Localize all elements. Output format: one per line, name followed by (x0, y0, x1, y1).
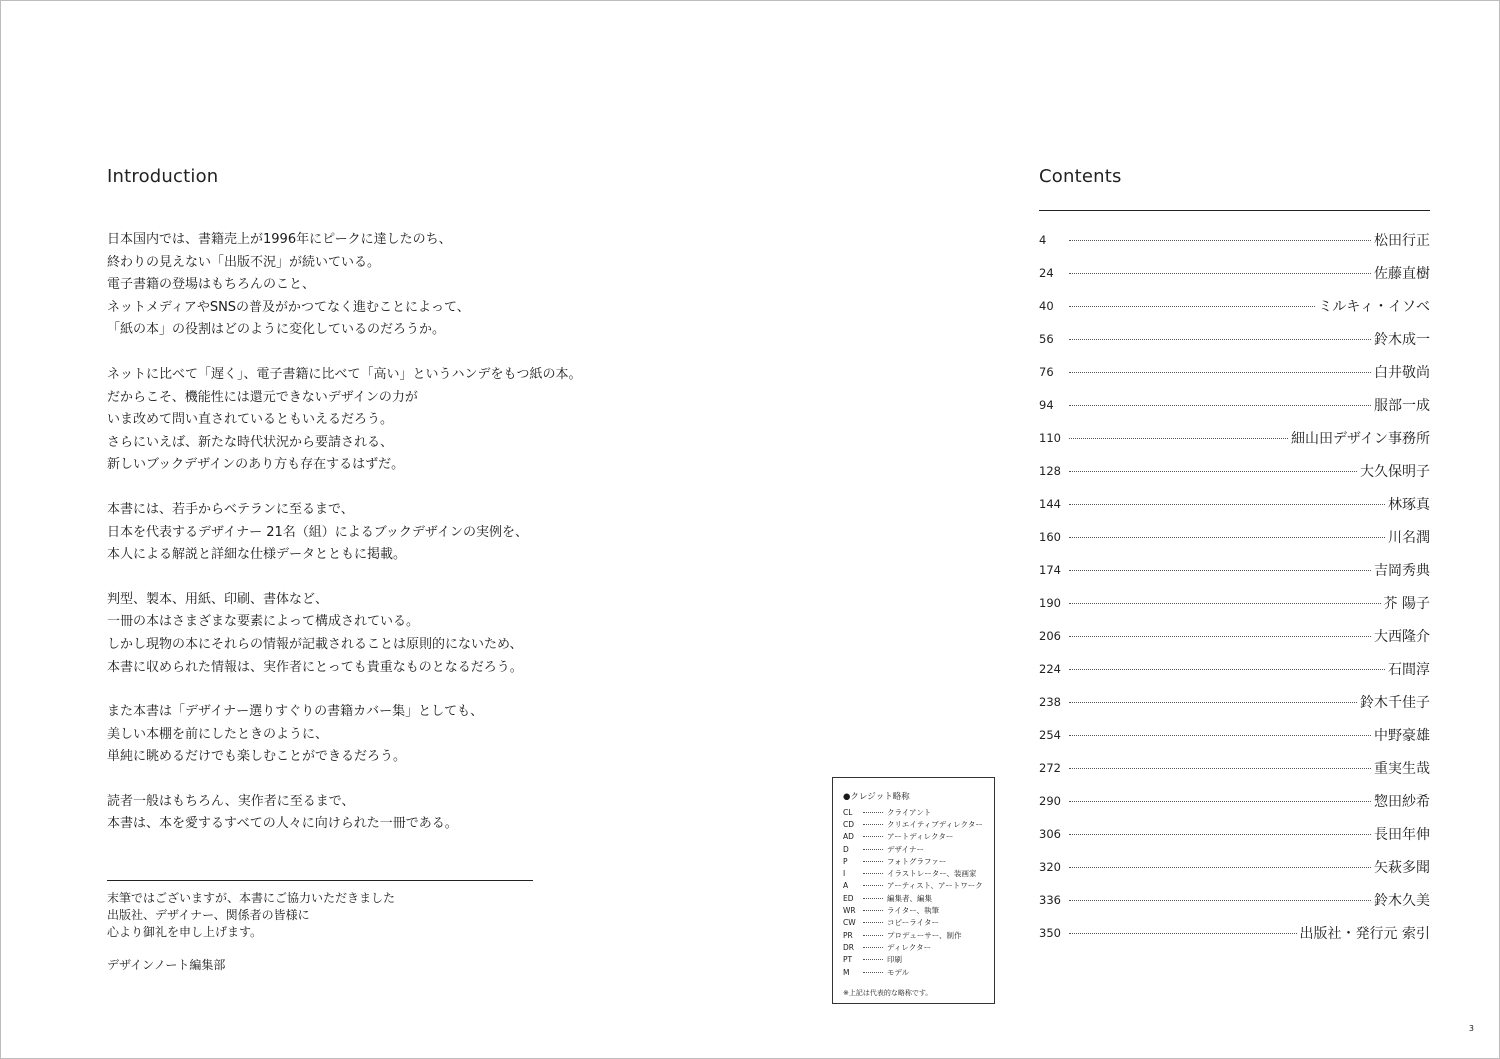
toc-leader-dots (1069, 240, 1371, 241)
credit-meaning: フォトグラファー (887, 856, 947, 866)
intro-paragraph (107, 364, 587, 477)
toc-designer-name: 矢萩多聞 (1374, 859, 1430, 876)
credit-row (843, 831, 986, 843)
acknowledgement-line: 末筆ではございますが、本書にご協力いただきました (107, 891, 396, 905)
toc-page-number: 4 (1039, 232, 1047, 247)
credit-leader-dots (863, 972, 883, 973)
toc-entry[interactable] (1039, 520, 1430, 553)
credit-abbreviation: CW (843, 918, 856, 928)
intro-line: 本書には、若手からベテランに至るまで、 (107, 501, 354, 517)
toc-designer-name: 大西隆介 (1374, 628, 1430, 645)
credit-row (843, 806, 986, 818)
credit-abbreviation: A (843, 881, 849, 891)
intro-line: 読者一般はもちろん、実作者に至るまで、 (107, 793, 355, 809)
toc-page-number: 144 (1039, 496, 1061, 511)
toc-designer-name: 出版社・発行元 索引 (1299, 925, 1430, 942)
credit-meaning: コピーライター (887, 918, 939, 928)
credit-leader-dots (863, 836, 883, 837)
credit-leader-dots (863, 873, 883, 874)
toc-designer-name: 鈴木千佳子 (1360, 694, 1430, 711)
toc-entry[interactable] (1039, 718, 1430, 751)
toc-designer-name: 長田年伸 (1374, 826, 1430, 843)
credit-meaning: デザイナー (887, 844, 924, 854)
toc-page-number: 350 (1039, 925, 1061, 940)
credit-meaning: ライター、執筆 (887, 906, 939, 916)
toc-leader-dots (1069, 306, 1315, 307)
intro-line: 本書は、本を愛するすべての人々に向けられた一冊である。 (107, 816, 458, 832)
toc-page-number: 40 (1039, 298, 1054, 313)
toc-page-number: 110 (1039, 430, 1061, 445)
toc-designer-name: 白井敬尚 (1374, 364, 1430, 381)
toc-designer-name: 服部一成 (1374, 397, 1430, 414)
intro-paragraph (107, 229, 587, 342)
toc-page-number: 190 (1039, 595, 1061, 610)
toc-leader-dots (1069, 471, 1357, 472)
intro-paragraph (107, 499, 587, 567)
credit-abbreviation: CL (843, 807, 853, 817)
credit-meaning: イラストレーター、装画家 (887, 869, 977, 879)
credit-row (843, 892, 986, 904)
credit-abbreviation: D (843, 844, 849, 854)
introduction-body (107, 229, 587, 858)
toc-entry[interactable] (1039, 256, 1430, 289)
intro-line: 美しい本棚を前にしたときのように、 (107, 726, 329, 742)
toc-entry[interactable] (1039, 388, 1430, 421)
credit-meaning: クライアント (887, 807, 932, 817)
toc-designer-name: 重実生哉 (1374, 760, 1430, 777)
credit-abbreviation: I (843, 869, 846, 879)
toc-page-number: 254 (1039, 727, 1061, 742)
intro-line: 日本国内では、書籍売上が1996年にピークに達したのち、 (107, 232, 452, 247)
credit-row (843, 954, 986, 966)
toc-designer-name: 惣田紗希 (1374, 793, 1430, 810)
toc-entry[interactable] (1039, 553, 1430, 586)
toc-entry[interactable] (1039, 685, 1430, 718)
credit-meaning: 印刷 (887, 955, 902, 965)
toc-leader-dots (1069, 438, 1288, 439)
introduction-title: Introduction (107, 166, 219, 187)
intro-line: さらにいえば、新たな時代状況から要請される、 (107, 434, 394, 450)
toc-designer-name: 中野豪雄 (1374, 727, 1430, 744)
table-of-contents (1039, 223, 1430, 949)
toc-leader-dots (1069, 834, 1371, 835)
acknowledgement (107, 890, 395, 941)
toc-designer-name: 石間淳 (1388, 661, 1430, 678)
toc-leader-dots (1069, 273, 1371, 274)
credit-box-title: ●クレジット略称 (843, 792, 910, 802)
credit-leader-dots (863, 947, 883, 948)
credit-leader-dots (863, 849, 883, 850)
toc-designer-name: 鈴木成一 (1374, 331, 1430, 348)
toc-page-number: 128 (1039, 463, 1061, 478)
toc-entry[interactable] (1039, 487, 1430, 520)
toc-page-number: 336 (1039, 892, 1061, 907)
credit-abbreviation: WR (843, 906, 856, 916)
intro-line: 本人による解説と詳細な仕様データとともに掲載。 (107, 547, 407, 563)
toc-designer-name: 佐藤直樹 (1374, 265, 1430, 282)
intro-paragraph (107, 589, 587, 679)
toc-designer-name: 吉岡秀典 (1374, 562, 1430, 579)
intro-line: しかし現物の本にそれらの情報が記載されることは原則的にないため、 (107, 636, 523, 652)
intro-line: 新しいブックデザインのあり方も存在するはずだ。 (107, 457, 405, 473)
credit-row (843, 929, 986, 941)
toc-entry[interactable] (1039, 850, 1430, 883)
toc-entry[interactable] (1039, 817, 1430, 850)
page-number: 3 (1468, 1024, 1474, 1033)
intro-line: いま改めて問い直されているともいえるだろう。 (107, 412, 394, 428)
contents-divider (1039, 210, 1430, 211)
acknowledgement-line: 出版社、デザイナー、関係者の皆様に (107, 908, 310, 922)
intro-paragraph (107, 701, 587, 769)
intro-line: 日本を代表するデザイナー 21名（組）によるブックデザインの実例を、 (107, 524, 528, 540)
toc-page-number: 290 (1039, 793, 1061, 808)
toc-page-number: 238 (1039, 694, 1061, 709)
toc-leader-dots (1069, 537, 1385, 538)
toc-leader-dots (1069, 735, 1371, 736)
toc-designer-name: ミルキィ・イソベ (1318, 298, 1430, 315)
toc-page-number: 224 (1039, 661, 1061, 676)
credit-list (843, 806, 986, 978)
toc-leader-dots (1069, 867, 1371, 868)
toc-page-number: 272 (1039, 760, 1061, 775)
toc-leader-dots (1069, 801, 1371, 802)
toc-page-number: 76 (1039, 364, 1054, 379)
toc-entry[interactable] (1039, 784, 1430, 817)
toc-leader-dots (1069, 339, 1371, 340)
credit-leader-dots (863, 861, 883, 862)
credit-row (843, 880, 986, 892)
toc-entry[interactable] (1039, 619, 1430, 652)
toc-designer-name: 大久保明子 (1360, 463, 1430, 480)
credit-meaning: 編集者、編集 (887, 893, 932, 903)
toc-leader-dots (1069, 636, 1371, 637)
credit-abbreviation: PT (843, 955, 853, 965)
toc-entry[interactable] (1039, 751, 1430, 784)
toc-entry[interactable] (1039, 355, 1430, 388)
credit-abbreviation: CD (843, 819, 855, 829)
intro-line: 判型、製本、用紙、印刷、書体など、 (107, 591, 329, 607)
credit-row (843, 855, 986, 867)
credit-leader-dots (863, 910, 883, 911)
credit-note: ※上記は代表的な略称です。 (843, 989, 933, 998)
credit-meaning: アーティスト、アートワーク (887, 881, 983, 891)
intro-line: 本書に収められた情報は、実作者にとっても貴重なものとなるだろう。 (107, 659, 523, 675)
credit-leader-dots (863, 959, 883, 960)
credit-leader-dots (863, 824, 883, 825)
credit-row (843, 904, 986, 916)
intro-paragraph (107, 791, 587, 836)
editorial-signoff: デザインノート編集部 (107, 958, 226, 972)
toc-leader-dots (1069, 372, 1371, 373)
toc-designer-name: 松田行正 (1374, 232, 1430, 249)
credit-abbreviation: AD (843, 832, 854, 842)
toc-leader-dots (1069, 669, 1385, 670)
toc-designer-name: 林琢真 (1388, 496, 1430, 513)
toc-designer-name: 鈴木久美 (1374, 892, 1430, 909)
toc-page-number: 160 (1039, 529, 1061, 544)
credit-row (843, 917, 986, 929)
credit-row (843, 843, 986, 855)
toc-leader-dots (1069, 504, 1385, 505)
toc-page-number: 320 (1039, 859, 1061, 874)
toc-designer-name: 芥 陽子 (1383, 595, 1430, 612)
intro-line: だからこそ、機能性には還元できないデザインの力が (107, 389, 418, 405)
toc-entry[interactable] (1039, 883, 1430, 916)
toc-leader-dots (1069, 702, 1357, 703)
toc-page-number: 94 (1039, 397, 1054, 412)
toc-entry[interactable] (1039, 223, 1430, 256)
toc-leader-dots (1069, 603, 1381, 604)
toc-entry[interactable] (1039, 322, 1430, 355)
credit-meaning: クリエイティブディレクター (887, 819, 983, 829)
credit-meaning: プロデューサー、制作 (887, 930, 962, 940)
toc-page-number: 56 (1039, 331, 1054, 346)
intro-line: ネットに比べて「遅く」、電子書籍に比べて「高い」というハンデをもつ紙の本。 (107, 366, 582, 382)
credit-leader-dots (863, 922, 883, 923)
credit-abbreviation: P (843, 856, 848, 866)
toc-entry[interactable] (1039, 652, 1430, 685)
intro-line: 電子書籍の登場はもちろんのこと、 (107, 277, 316, 293)
intro-line: 終わりの見えない「出版不況」が続いている。 (107, 254, 381, 270)
contents-title: Contents (1039, 166, 1122, 187)
toc-leader-dots (1069, 900, 1371, 901)
credit-row (843, 818, 986, 830)
toc-entry[interactable] (1039, 916, 1430, 949)
credit-row (843, 867, 986, 879)
credit-leader-dots (863, 935, 883, 936)
intro-line: 「紙の本」の役割はどのように変化しているのだろうか。 (107, 322, 446, 338)
credit-leader-dots (863, 898, 883, 899)
credit-leader-dots (863, 812, 883, 813)
toc-leader-dots (1069, 933, 1297, 934)
toc-leader-dots (1069, 405, 1371, 406)
toc-leader-dots (1069, 768, 1371, 769)
credit-row (843, 966, 986, 978)
credit-abbreviation: PR (843, 930, 853, 940)
divider-line (107, 880, 533, 881)
toc-designer-name: 細山田デザイン事務所 (1290, 430, 1430, 447)
credit-abbreviation: M (843, 967, 850, 977)
toc-page-number: 306 (1039, 826, 1061, 841)
credit-meaning: モデル (887, 967, 910, 977)
intro-line: ネットメディアやSNSの普及がかつてなく進むことによって、 (107, 299, 470, 315)
toc-page-number: 174 (1039, 562, 1061, 577)
toc-page-number: 206 (1039, 628, 1061, 643)
intro-line: また本書は「デザイナー選りすぐりの書籍カバー集」としても、 (107, 704, 484, 720)
intro-line: 一冊の本はさまざまな要素によって構成されている。 (107, 614, 420, 630)
credit-row (843, 941, 986, 953)
credit-abbreviation: ED (843, 893, 854, 903)
credit-meaning: アートディレクター (887, 832, 954, 842)
intro-line: 単純に眺めるだけでも楽しむことができるだろう。 (107, 749, 407, 765)
toc-leader-dots (1069, 570, 1371, 571)
credit-meaning: ディレクター (887, 942, 932, 952)
toc-entry[interactable] (1039, 586, 1430, 619)
credit-abbreviation-box (832, 777, 995, 1004)
toc-entry[interactable] (1039, 289, 1430, 322)
credit-abbreviation: DR (843, 942, 854, 952)
acknowledgement-line: 心より御礼を申し上げます。 (107, 925, 263, 939)
toc-designer-name: 川名潤 (1388, 529, 1430, 546)
toc-page-number: 24 (1039, 265, 1054, 280)
toc-entry[interactable] (1039, 454, 1430, 487)
credit-leader-dots (863, 885, 883, 886)
toc-entry[interactable] (1039, 421, 1430, 454)
